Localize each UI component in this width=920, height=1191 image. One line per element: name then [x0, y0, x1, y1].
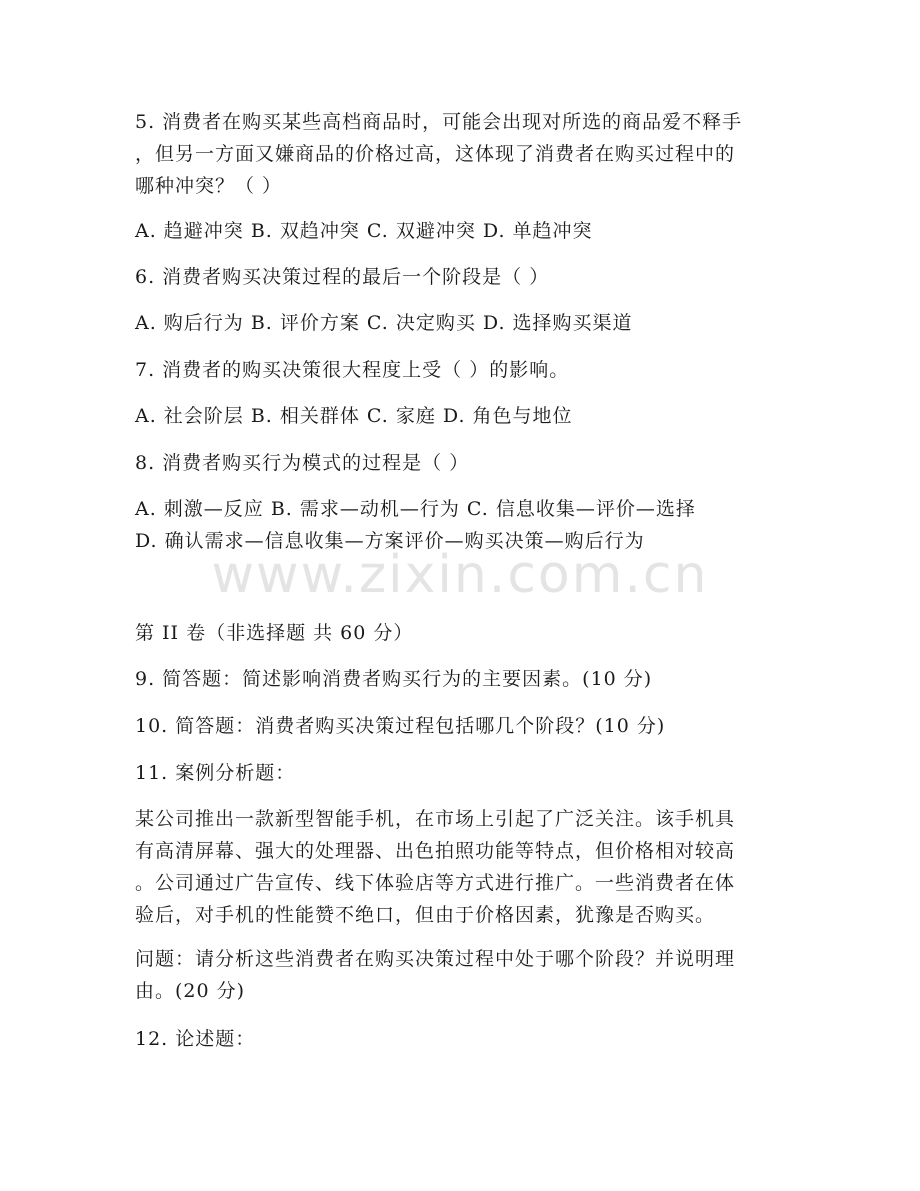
- question-8-stem: 8. 消费者购买行为模式的过程是（ ）: [135, 452, 470, 474]
- case-line-3: 。公司通过广告宣传、线下体验店等方式进行推广。一些消费者在体: [135, 872, 736, 894]
- question-8-options-line-2: D. 确认需求—信息收集—方案评价—购买决策—购后行为: [135, 530, 645, 552]
- question-6-options: A. 购后行为 B. 评价方案 C. 决定购买 D. 选择购买渠道: [135, 312, 633, 334]
- question-11-line-1: 问题：请分析这些消费者在购买决策过程中处于哪个阶段？并说明理: [135, 948, 736, 970]
- question-5-options: A. 趋避冲突 B. 双趋冲突 C. 双避冲突 D. 单趋冲突: [135, 220, 593, 242]
- question-9: 9. 简答题：简述影响消费者购买行为的主要因素。(10 分): [135, 668, 653, 690]
- case-line-1: 某公司推出一款新型智能手机，在市场上引起了广泛关注。该手机具: [135, 808, 736, 830]
- question-11-line-2: 由。(20 分): [135, 980, 246, 1002]
- question-11-question: [135, 943, 780, 1007]
- question-7-stem: 7. 消费者的购买决策很大程度上受（ ）的影响。: [135, 359, 570, 381]
- question-6-stem: 6. 消费者购买决策过程的最后一个阶段是（ ）: [135, 266, 550, 288]
- question-12-title: 12. 论述题：: [135, 1028, 256, 1050]
- site-watermark: www.zixin.com.cn: [211, 545, 709, 605]
- question-5-line-3: 哪种冲突？（ ）: [135, 175, 283, 197]
- question-5-line-1: 5. 消费者在购买某些高档商品时，可能会出现对所选的商品爱不释手: [135, 111, 743, 133]
- question-11-title: 11. 案例分析题：: [135, 762, 296, 784]
- question-8-options-line-1: A. 刺激—反应 B. 需求—动机—行为 C. 信息收集—评价—选择: [135, 498, 696, 520]
- question-7-options: A. 社会阶层 B. 相关群体 C. 家庭 D. 角色与地位: [135, 405, 573, 427]
- section-2-title: 第 II 卷（非选择题 共 60 分）: [135, 622, 414, 644]
- question-10: 10. 简答题：消费者购买决策过程包括哪几个阶段？(10 分): [135, 715, 666, 737]
- case-line-2: 有高清屏幕、强大的处理器、出色拍照功能等特点，但价格相对较高: [135, 840, 736, 862]
- question-11-case: [135, 803, 780, 931]
- question-5-line-2: ，但另一方面又嫌商品的价格过高，这体现了消费者在购买过程中的: [135, 143, 736, 165]
- question-5-stem: [135, 106, 780, 202]
- case-line-4: 验后，对手机的性能赞不绝口，但由于价格因素，犹豫是否购买。: [135, 904, 716, 926]
